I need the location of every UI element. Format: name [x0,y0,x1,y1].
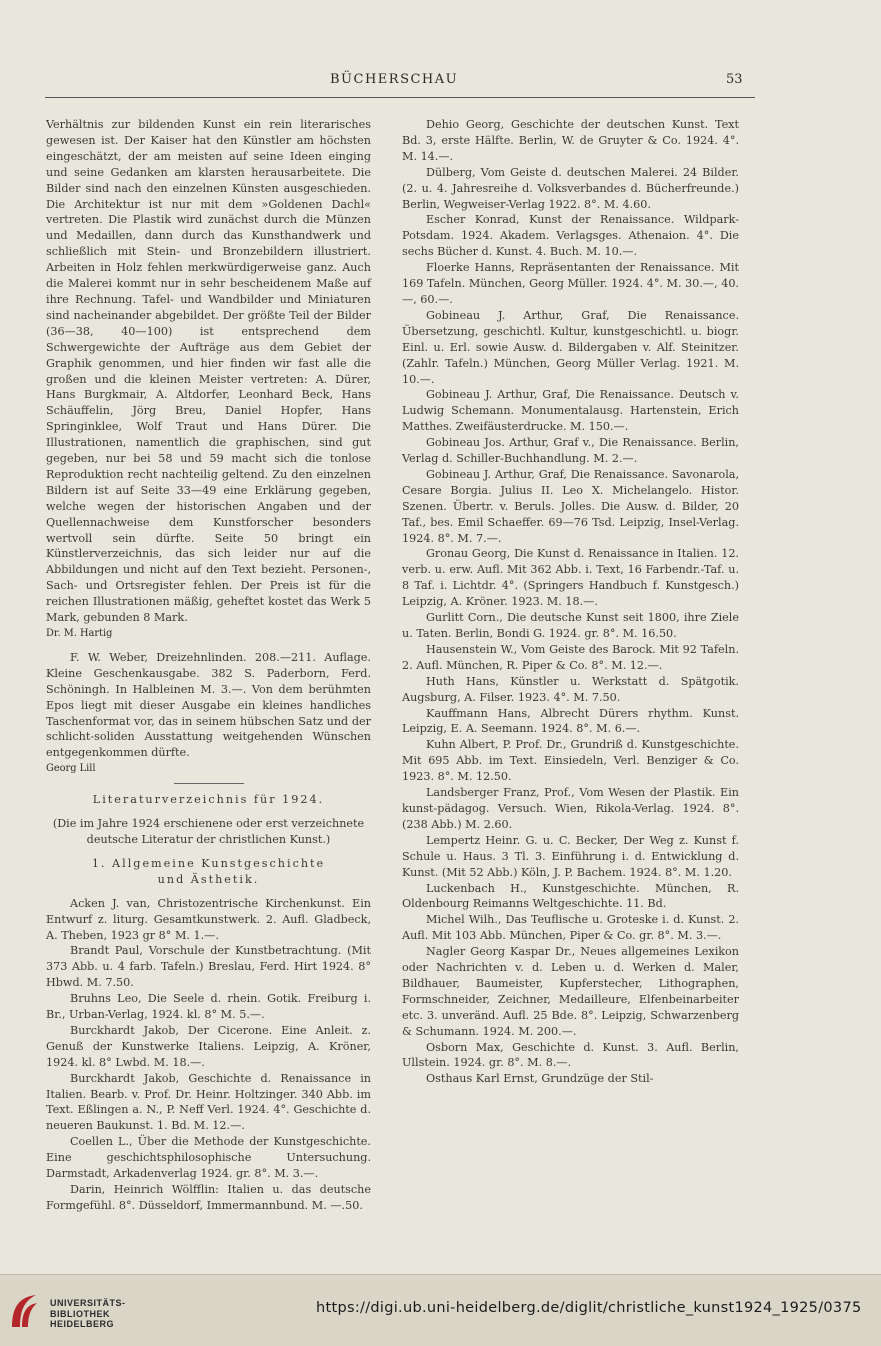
bibliography-entry: Osborn Max, Geschichte d. Kunst. 3. Aufl. Berlin, Ullstein. 1924. gr. 8°. M. 8.—. [402,1040,739,1070]
bibliography-entry: Nagler Georg Kaspar Dr., Neues allgemeines Lexikon oder Nachrichten v. d. Leben u. d. Werken d. Maler, Bildhauer, Baumeister, Kupferstecher, Lithographen, Formschneider, Zeichner, Medailleure, Elfenbeinarbeiter etc. 3. unveränd. Aufl. 25 Bde. 8°. Leipzig, Schwarzenberg & Schumann. 1924. M. 200.—. [402,945,739,1038]
bibliography-entry: Gobineau J. Arthur, Graf, Die Renaissance. Savonarola, Cesare Borgia. Julius II. Leo X. Michelangelo. Histor. Szenen. Übertr. v. Beruls. Jolles. Die Ausw. d. Bilder, 20 Taf., bes. Emil Schaeffer. 69—76 Tsd. Leipzig, Insel-Verlag. 1924. 8°. M. 7.—. [402,467,739,545]
bibliography-entry: Landsberger Franz, Prof., Vom Wesen der Plastik. Ein kunst-pädagog. Versuch. Wien, Rikola-Verlag. 1924. 8°. (238 Abb.) M. 2.60. [402,786,739,831]
subsection-title: und Ästhetik. [157,872,260,886]
bibliography-entry: Floerke Hanns, Repräsentanten der Renaissance. Mit 169 Tafeln. München, Georg Müller. 1924. 4°. M. 30.—, 40.—, 60.—. [402,261,739,306]
section-title: Literaturverzeichnis für 1924. [92,793,325,807]
source-url-link[interactable]: https://digi.ub.uni-heidelberg.de/diglit/christliche_kunst1924_1925/0375 [316,1300,862,1316]
bibliography-entry: Bruhns Leo, Die Seele d. rhein. Gotik. Freiburg i. Br., Urban-Verlag, 1924. kl. 8° M. 5.—. [46,992,371,1022]
review-signature: Georg Lill [46,763,96,775]
section-note: (Die im Jahre 1924 erschienene oder erst verzeichnete deutsche Literatur der christlichen Kunst.) [52,817,365,846]
bibliography-entry: Hausenstein W., Vom Geiste des Barock. Mit 92 Tafeln. 2. Aufl. München, R. Piper & Co. 8°. M. 12.—. [402,642,739,672]
bibliography-entry: Dülberg, Vom Geiste d. deutschen Malerei. 24 Bilder. (2. u. 4. Jahresreihe d. Volksverbandes d. Bücherfreunde.) Berlin, Wegweiser-Verlag 1922. 8°. M. 4.60. [402,165,739,211]
right-column [402,117,739,1087]
bibliography-entry: Luckenbach H., Kunstgeschichte. München, R. Oldenbourg Reimanns Weltgeschichte. 11. Bd. [402,881,739,911]
bibliography-entry: Kauffmann Hans, Albrecht Dürers rhythm. Kunst. Leipzig, E. A. Seemann. 1924. 8°. M. 6.—. [402,706,739,736]
bibliography-entry: Gobineau J. Arthur, Graf, Die Renaissance. Deutsch v. Ludwig Schemann. Monumentalausg. Hartenstein, Erich Matthes. Zweifäusterdrucke. M. 150.—. [402,388,739,434]
review-signature: Dr. M. Hartig [46,628,113,639]
bibliography-entry: Gobineau Jos. Arthur, Graf v., Die Renaissance. Berlin, Verlag d. Schiller-Buchhandlung. M. 2.—. [402,436,739,466]
library-name: UNIVERSITÄTS- BIBLIOTHEK HEIDELBERG [50,1298,126,1329]
bibliography-entry: Huth Hans, Künstler u. Werkstatt d. Spätgotik. Augsburg, A. Filser. 1923. 4°. M. 7.50. [402,674,739,704]
header-rule [45,97,755,98]
bibliography-entry: Michel Wilh., Das Teuflische u. Groteske i. d. Kunst. 2. Aufl. Mit 103 Abb. München, Piper & Co. gr. 8°. M. 3.—. [402,913,739,943]
section-divider [174,783,244,784]
bibliography-entry: Acken J. van, Christozentrische Kirchenkunst. Ein Entwurf z. liturg. Gesamtkunstwerk. 2. Aufl. Gladbeck, A. Theben, 1923 gr 8° M. 1.—. [46,896,371,942]
bibliography-entry: Coellen L., Über die Methode der Kunstgeschichte. Eine geschichtsphilosophische Untersuchung. Darmstadt, Arkadenverlag 1924. gr. 8°. M. 3.—. [46,1135,371,1181]
bibliography-entry: Lempertz Heinr. G. u. C. Becker, Der Weg z. Kunst f. Schule u. Haus. 3 Tl. 3. Einführung i. d. Entwicklung d. Kunst. (Mit 52 Abb.) Köln, J. P. Bachem. 1924. 8°. M. 1.20. [402,833,739,879]
university-logo-icon [8,1291,40,1331]
left-column [46,117,371,1214]
bibliography-entry: Escher Konrad, Kunst der Renaissance. Wildpark-Potsdam. 1924. Akadem. Verlagsges. Athenaion. 4°. Die sechs Bücher d. Kunst. 4. Buch. M. 10.—. [402,213,739,259]
bibliography-entry: Osthaus Karl Ernst, Grundzüge der Stil- [426,1072,654,1086]
bibliography-entry: Kuhn Albert, P. Prof. Dr., Grundriß d. Kunstgeschichte. Mit 695 Abb. im Text. Einsiedeln, Verl. Benziger & Co. 1923. 8°. M. 12.50. [402,738,739,784]
review-text: Verhältnis zur bildenden Kunst ein rein literarisches gewesen ist. Der Kaiser hat den Künstler am höchsten eingeschätzt, der am meisten auf seine Ideen einging und seine Gedanken am klarsten herausarbeitete. Die Bilder sind nach den einzelnen Künsten ausgeschieden. Die Architektur ist nur mit dem »Goldenen Dachl« vertreten. Die Plastik wird zunächst durch die Münzen und Medaillen, dann durch das Kunsthandwerk und schließlich mit Stein- und Bronzebildern illustriert. Arbeiten in Holz fehlen merkwürdigerweise ganz. Auch die Malerei kommt nur in sehr bescheidenem Maße auf ihre Rechnung. Tafel- und Wandbilder und Miniaturen sind nacheinander abgebildet. Der größte Teil der Bilder (36—38, 40—100) ist entsprechend dem Schwergewichte der Aufträge aus dem Gebiet der Graphik genommen, und hier finden wir fast alle die großen und die kleinen Meister vertreten: A. Dürer, Hans Burgkmair, A. Altdorfer, Leonhard Beck, Hans Schäuffelin, Jörg Breu, Daniel Hopfer, Hans Springinklee, Wolf Traut und Hans Dürer. Die Illustrationen, namentlich die graphischen, sind gut gegeben, nur bei 58 und 59 macht sich die tonlose Reproduktion recht nachteilig geltend. Zu den einzelnen Bildern ist auf Seite 33—49 eine Erklärung gegeben, welche wegen der historischen Angaben und der Quellennachweise dem Kunstforscher besonders wertvoll sein dürfte. Seite 50 bringt ein Künstlerverzeichnis, das sich leider nur auf die Abbildungen und nicht auf den Text bezieht. Personen-, Sach- und Ortsregister fehlen. Der Preis ist für die reichen Illustrationen mäßig, geheftet kostet das Werk 5 Mark, gebunden 8 Mark. [46,118,371,625]
bibliography-entry: Dehio Georg, Geschichte der deutschen Kunst. Text Bd. 3, erste Hälfte. Berlin, W. de Gruyter & Co. 1924. 4°. M. 14.—. [402,118,739,163]
bibliography-entry: Burckhardt Jakob, Der Cicerone. Eine Anleit. z. Genuß der Kunstwerke Italiens. Leipzig, A. Kröner, 1924. kl. 8° Lwbd. M. 18.—. [46,1023,371,1069]
review-text: F. W. Weber, Dreizehnlinden. 208.—211. Auflage. Kleine Geschenkausgabe. 382 S. Paderborn, Ferd. Schöningh. In Halbleinen M. 3.—. Von dem berühmten Epos liegt mit dieser Ausgabe ein kleines handliches Taschenformat vor, das in seinem hübschen Satz und der schlicht-soliden Ausstattung weitgehenden Wünschen entgegenkommen dürfte. [46,650,371,760]
subsection-title: 1. Allgemeine Kunstgeschichte [91,856,326,870]
bibliography-entry: Brandt Paul, Vorschule der Kunstbetrachtung. (Mit 373 Abb. u. 4 farb. Tafeln.) Breslau, Ferd. Hirt 1924. 8° Hbwd. M. 7.50. [46,944,371,990]
bibliography-entry: Gurlitt Corn., Die deutsche Kunst seit 1800, ihre Ziele u. Taten. Berlin, Bondi G. 1924. gr. 8°. M. 16.50. [402,611,739,640]
bibliography-entry: Gronau Georg, Die Kunst d. Renaissance in Italien. 12. verb. u. erw. Aufl. Mit 362 Abb. i. Text, 16 Farbendr.-Taf. u. 8 Taf. i. Lichtdr. 4°. (Springers Handbuch f. Kunstgesch.) Leipzig, A. Kröner. 1923. M. 18.—. [402,547,739,609]
footer-bar [0,1274,881,1346]
bibliography-entry: Burckhardt Jakob, Geschichte d. Renaissance in Italien. Bearb. v. Prof. Dr. Heinr. Holtzinger. 340 Abb. im Text. Eßlingen a. N., P. Neff Verl. 1924. 4°. Geschichte d. neueren Baukunst. 1. Bd. M. 12.—. [46,1071,371,1133]
bibliography-entry: Darin, Heinrich Wölfflin: Italien u. das deutsche Formgefühl. 8°. Düsseldorf, Immermannbund. M. —.50. [46,1183,371,1212]
bibliography-entry: Gobineau J. Arthur, Graf, Die Renaissance. Übersetzung, geschichtl. Kultur, kunstgeschichtl. u. biogr. Einl. u. Erl. sowie Ausw. d. Bildergaben v. Alf. Steinitzer. (Zahlr. Tafeln.) München, Georg Müller Verlag. 1921. M. 10.—. [402,308,739,386]
running-head: BÜCHERSCHAU [330,72,459,87]
page-number: 53 [726,72,743,87]
